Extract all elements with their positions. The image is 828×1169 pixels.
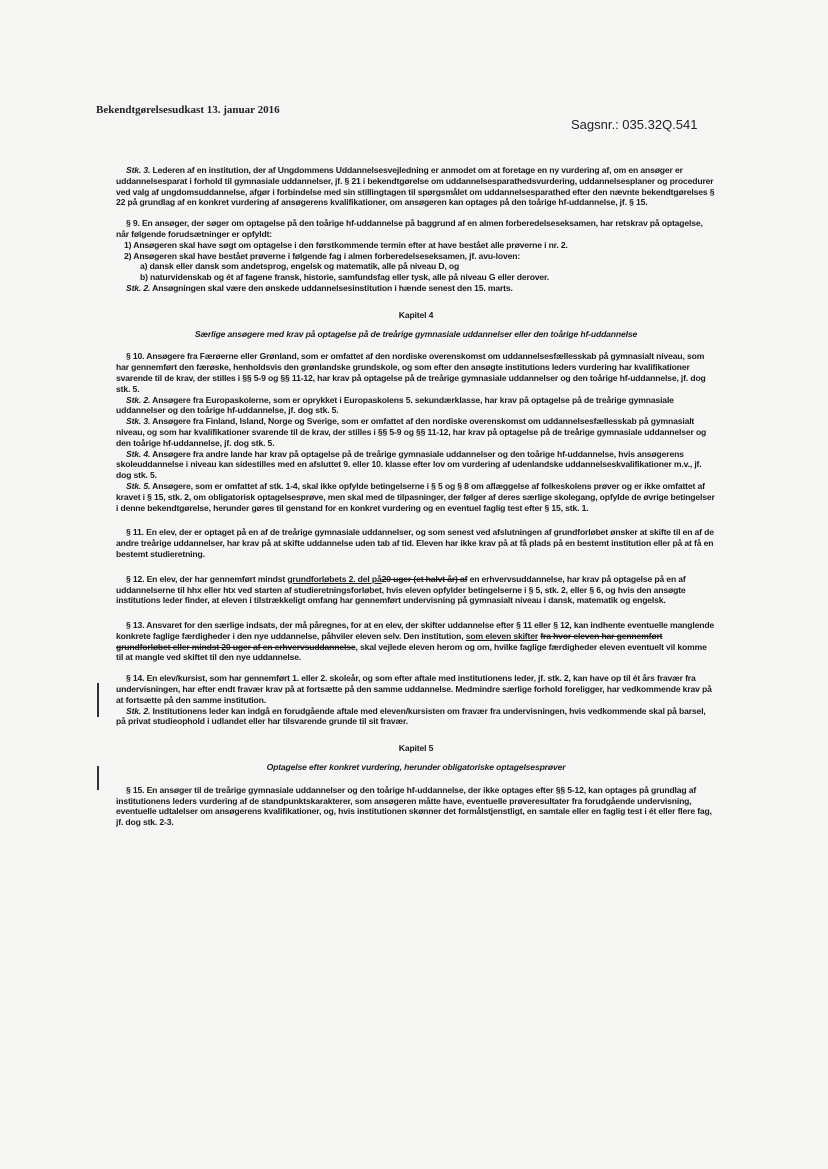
section-11: § 11. En elev, der er optaget på en af de treårige gymnasiale uddannelser, og som senest ved afslutningen af grundforløbet ønsker at skifte til en af de andre treårige uddannelser, har krav på at skifte uddannelse uden tab af tid. Eleven har ikke krav på at få plads på en bestemt institution eller på at få en bestemt studieretning. — [116, 527, 714, 559]
case-number: Sagsnr.: 035.32Q.541 — [571, 117, 698, 132]
section-9-list — [116, 240, 716, 283]
section-10-stk2: Stk. 2. Ansøgere fra Europaskolerne, som er oprykket i Europaskolens 5. sekundærklasse, har krav på optagelse på de treårige gymnasiale uddannelser og den toårige hf-uddannelse, jf. dog stk. 5. — [116, 394, 674, 416]
change-bar-s12 — [97, 683, 99, 717]
chapter-5-subtitle: Optagelse efter konkret vurdering, herunder obligatoriske optagelsesprøver — [266, 762, 566, 773]
section-10: § 10. Ansøgere fra Færøerne eller Grønland, som er omfattet af den nordiske overenskomst om uddannelsesfællesskab på gymnasialt niveau, som har gennemført den færøske, henholdsvis den grønlandske grundskole, og som efter den ansøgte institutions leders vurdering har kvalifikationer svarende til de krav, der stilles i §§ 5-9 og §§ 11-12, har krav på optagelse på de treårige gymnasiale uddannelser og den toårige hf-uddannelse, jf. dog stk. 5. — [116, 351, 706, 394]
section-10-stk4: Stk. 4. Ansøgere fra andre lande har krav på optagelse på de treårige gymnasiale uddannelser og den toårige hf-uddannelse, hvis ansøgerens skoleuddannelse i niveau kan sidestilles med en afsluttet 9. eller 10. klasse efter lov om vurdering af udenlandske uddannelseskvalifikationer m.v., jf. dog stk. 5. — [116, 448, 702, 481]
list-item: 2) Ansøgeren skal have bestået prøverne i følgende fag i almen forberedelseseksamen, jf. avu-loven: — [124, 250, 521, 261]
document-body — [116, 165, 716, 838]
paragraph-stk3: Stk. 3. Lederen af en institution, der af Ungdommens Uddannelsesvejledning er anmodet om at foretage en ny vurdering af, om en ansøger er uddannelsesparat i forhold til gymnasiale uddannelser, jf. § 21 i bekendtgørelse om uddannelsesparathedsvurdering, uddannelsesplaner og procedurer ved valg af ungdomsuddannelse, afgør i forbindelse med sin stillingtagen til spørgsmålet om uddannelsesparathed efter den nævnte bekendtgørelses § 22 på grundlag af en konkret vurdering af ansøgerens kvalifikationer, om ansøgeren kan optages på den toårige hf-uddannelse, jf. § 15. — [116, 165, 715, 208]
section-15: § 15. En ansøger til de treårige gymnasiale uddannelser og den toårige hf-uddannelse, der ikke optages efter §§ 5-12, kan optages på grundlag af institutionens leders vurdering af de standpunktskarakterer, som ansøgeren måtte have, eventuelle prøveresultater fra forudgående undervisning, eventuelle udtalelser om ansøgerens kvalifikationer, og, hvis institutionen skønner det formålstjenstligt, en samtale eller en faglig test i ét eller flere fag, jf. dog stk. 2-3. — [116, 784, 712, 828]
section-14-stk2: Stk. 2. Institutionens leder kan indgå en forudgående aftale med eleven/kursisten om fravær fra undervisningen, hvis vedkommende skal på barsel, på privat studieophold i udlandet eller har tilsvarende grunde til sit fravær. — [116, 705, 706, 727]
list-item: b) naturvidenskab og ét af fagene fransk, historie, samfundsfag eller tysk, alle på niveau G eller derover. — [140, 272, 550, 283]
section-10-stk3: Stk. 3. Ansøgere fra Finland, Island, Norge og Sverige, som er omfattet af den nordiske overenskomst om uddannelsesfællesskab på gymnasialt niveau, og som har kvalifikationer svarende til de krav, der stilles i §§ 5-9 og §§ 11-12, har krav på optagelse på de treårige gymnasiale uddannelser og den toårige hf-uddannelse, jf. dog stk. 5. — [116, 416, 707, 448]
list-item: 1) Ansøgeren skal have søgt om optagelse i den førstkommende termin efter at have bestået alle prøverne i nr. 2. — [124, 239, 568, 250]
change-bar-s13 — [97, 766, 99, 790]
chapter-4-subtitle: Særlige ansøgere med krav på optagelse på de treårige gymnasiale uddannelser eller den toårige hf-uddannelse — [194, 328, 638, 339]
chapter-5-title: Kapitel 5 — [398, 743, 434, 754]
section-14: § 14. En elev/kursist, som har gennemført 1. eller 2. skoleår, og som efter aftale med institutionens leder, jf. stk. 2, kan have op til ét års fravær fra undervisningen, har efter endt fravær krav på at fortsætte på den samme uddannelse. Medmindre særlige forhold foreligger, har vedkommende krav på at fortsætte på den samme institution. — [116, 673, 712, 705]
chapter-4-title: Kapitel 4 — [398, 309, 434, 320]
section-9-stk2: Stk. 2. Ansøgningen skal være den ønskede uddannelsesinstitution i hænde senest den 15. marts. — [126, 282, 513, 293]
section-13: § 13. Ansvaret for den særlige indsats, der må påregnes, for at en elev, der skifter uddannelse efter § 11 eller § 12, kan indhente eventuelle manglende konkrete faglige færdigheder i den nye uddannelse, påhviler eleven selv. Den institution, som eleven skifter fra hvor eleven har gennemført grundforløbet eller mindst 20 uger af en erhvervsuddannelse, skal vejlede eleven herom og om, hvilke faglige færdigheder eleven eventuelt vil komme til at mangle ved skiftet til den nye uddannelse. — [116, 620, 715, 663]
section-9: § 9. En ansøger, der søger om optagelse på den toårige hf-uddannelse på baggrund af en almen forberedelseseksamen, har retskrav på optagelse, når følgende forudsætninger er opfyldt: — [116, 218, 703, 239]
draft-label: Bekendtgørelsesudkast 13. januar 2016 — [96, 104, 280, 116]
section-10-stk5: Stk. 5. Ansøgere, som er omfattet af stk. 1-4, skal ikke opfylde betingelserne i § 5 og § 8 om aflæggelse af folkeskolens prøver og er ikke omfattet af kravet i § 15, stk. 2, om obligatorisk optagelsesprøve, men skal med de tilpasninger, der følger af deres særlige skolegang, opfylde de øvrige betingelser i denne bekendtgørelse, herunder gøres til genstand for en konkret vurdering og en eventuel faglig test efter § 15, stk. 1. — [116, 480, 715, 513]
section-12: § 12. En elev, der har gennemført mindst grundforløbets 2. del på20 uger (et halvt år) af en erhvervsuddannelse, har krav på optagelse på en af uddannelserne til hhx eller htx ved starten af studieretningsforløbet, hvis eleven opfylder betingelserne i § 5, stk. 2, eller § 6, og hvis den ansøgte institutions leder finder, at eleven i tilstrækkeligt omfang har gennemført undervisning på gymnasialt niveau i dansk, matematik og engelsk. — [116, 573, 686, 606]
list-item: a) dansk eller dansk som andetsprog, engelsk og matematik, alle på niveau D, og — [140, 261, 460, 272]
